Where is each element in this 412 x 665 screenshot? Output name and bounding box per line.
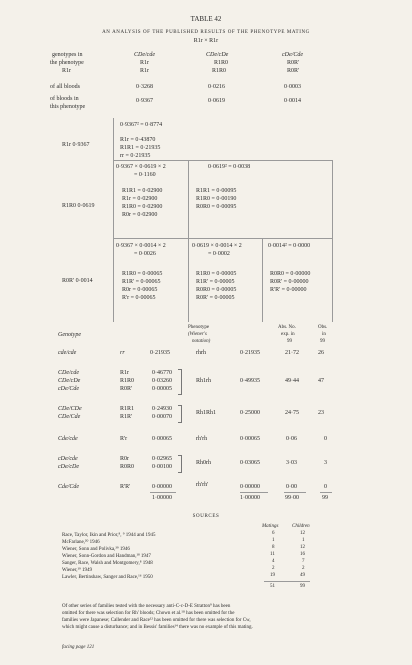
source-matings: 6 bbox=[272, 531, 275, 536]
block3-left-3: R0r = 0·00065 bbox=[122, 287, 158, 293]
source-children: 1 bbox=[302, 538, 305, 543]
block2-right-2: R1R0 = 0·00190 bbox=[196, 196, 237, 202]
grid-vline-2 bbox=[188, 160, 189, 322]
observed-cell: 47 bbox=[318, 378, 324, 384]
source-matings: 1 bbox=[272, 538, 275, 543]
freq-pheno-col3: 0·0014 bbox=[284, 98, 301, 104]
col1-symbol: R1r bbox=[140, 60, 149, 66]
sources-total-rule bbox=[264, 581, 310, 582]
table-title: AN ANALYSIS OF THE PUBLISHED RESULTS OF THE PHENOTYPE MATING bbox=[102, 30, 310, 35]
freq-pheno-col1: 0·9367 bbox=[136, 98, 153, 104]
value-cell: 0·24930 bbox=[152, 406, 172, 412]
col2-symbol: R1R0 bbox=[214, 60, 229, 66]
phenotype-cell: rh'rh bbox=[196, 436, 208, 442]
freq-row-label-pheno-1: of bloods in bbox=[50, 96, 79, 102]
observed-cell: 0 bbox=[324, 436, 327, 442]
footnote-line-4: which might cause a disturbance; and in Bessis' families¹⁴ there was no example of this mating. bbox=[62, 625, 253, 630]
value-cell: 0·00005 bbox=[152, 386, 172, 392]
children-heading: Children bbox=[292, 524, 310, 529]
block1-line-2: R1R1 = 0·21935 bbox=[120, 145, 161, 151]
genotype-heading: Genotype bbox=[58, 332, 81, 338]
value-cell: 0·46770 bbox=[152, 370, 172, 376]
total-value: 1·00000 bbox=[152, 495, 172, 501]
abs-heading-3: 99 bbox=[287, 339, 292, 344]
grid-vline-3 bbox=[262, 238, 263, 322]
footnote-line-1: Of other series of families tested with the necessary anti-C-c-D-E Stratton⁹ has been bbox=[62, 604, 231, 609]
freq-row-label-all: of all bloods bbox=[50, 84, 80, 90]
genotype-cell: Cde/Cde bbox=[58, 484, 79, 490]
expected-cell: 24·75 bbox=[285, 410, 299, 416]
phenotype-cell: rh'rh' bbox=[196, 482, 209, 488]
source-matings: 4 bbox=[272, 559, 275, 564]
block3-formula-3: 0·0619 × 0·0014 × 2 bbox=[192, 243, 242, 249]
group-brace bbox=[178, 405, 182, 423]
freq-row-label-pheno-2: this phenotype bbox=[50, 104, 86, 110]
col2-symbol-alt: R1R0 bbox=[212, 68, 227, 74]
observed-cell: 26 bbox=[318, 350, 324, 356]
footnote-line-2: omitted for there was selection for Rh' bloods; Chown et al.¹⁰ has been omitted for the bbox=[62, 611, 235, 616]
col3-symbol: R0R' bbox=[287, 60, 300, 66]
phenotype-heading-3: notation) bbox=[192, 339, 211, 344]
block3-left-4: R'r = 0·00065 bbox=[122, 295, 156, 301]
block3-row-label: R0R' 0·0014 bbox=[62, 278, 93, 284]
sum-cell: 0·00000 bbox=[240, 484, 260, 490]
block2-left-1: R1R1 = 0·02900 bbox=[122, 188, 163, 194]
sources-heading: SOURCES bbox=[192, 514, 220, 519]
sum-cell: 0·03065 bbox=[240, 460, 260, 466]
block3-formula-1: 0·9367 × 0·0014 × 2 bbox=[116, 243, 166, 249]
genotype-cell: CDe/Cde bbox=[58, 414, 81, 420]
total-sum: 1·00000 bbox=[240, 495, 260, 501]
block3-right-1: R0R0 = 0·00000 bbox=[270, 271, 311, 277]
source-matings: 11 bbox=[270, 552, 275, 557]
genotypes-label-3: R1r bbox=[62, 68, 71, 74]
freq-all-col3: 0·0003 bbox=[284, 84, 301, 90]
block2-left-4: R0r = 0·02900 bbox=[122, 212, 158, 218]
sources-total-matings: 51 bbox=[270, 584, 275, 589]
value-cell: 0·03260 bbox=[152, 378, 172, 384]
symbol-cell: R1r bbox=[120, 370, 129, 376]
genotypes-label-2: the phenotype bbox=[50, 60, 84, 66]
symbol-cell: R0r bbox=[120, 456, 129, 462]
obs-heading-3: 99 bbox=[320, 339, 325, 344]
symbol-cell: R'r bbox=[120, 436, 128, 442]
genotype-cell: CDe/cde bbox=[58, 370, 79, 376]
block3-formula-2: = 0·0026 bbox=[134, 251, 156, 257]
abs-heading-1: Abs. No. bbox=[278, 325, 296, 330]
block1-formula: 0·9367² = 0·8774 bbox=[120, 122, 163, 128]
source-citation: Wiener,¹⁹ 1949 bbox=[62, 568, 93, 573]
block3-mid-4: R0R' = 0·00005 bbox=[196, 295, 235, 301]
sum-cell: 0·49935 bbox=[240, 378, 260, 384]
source-children: 7 bbox=[302, 559, 305, 564]
observed-cell: 23 bbox=[318, 410, 324, 416]
sources-total-children: 99 bbox=[300, 584, 305, 589]
block2-right-1: R1R1 = 0·00095 bbox=[196, 188, 237, 194]
grid-hline-1 bbox=[113, 160, 333, 161]
value-cell: 0·00065 bbox=[152, 436, 172, 442]
genotype-cell: cDe/Cde bbox=[58, 386, 79, 392]
source-matings: 19 bbox=[270, 573, 275, 578]
symbol-cell: R0R' bbox=[120, 386, 133, 392]
total-expected: 99·00 bbox=[285, 495, 299, 501]
block3-mid-1: R1R0 = 0·00005 bbox=[196, 271, 237, 277]
genotype-cell: cDe/cde bbox=[58, 456, 78, 462]
expected-cell: 0·00 bbox=[286, 484, 297, 490]
genotype-cell: cDe/cDe bbox=[58, 464, 79, 470]
block3-formula-4: = 0·0002 bbox=[208, 251, 230, 257]
phenotype-cell: Rh1rh bbox=[196, 378, 211, 384]
source-citation: Sanger, Race, Walsh and Montgomery,⁸ 1948 bbox=[62, 561, 153, 566]
phenotype-heading-1: Phenotype bbox=[188, 325, 210, 330]
block3-left-2: R1R' = 0·00065 bbox=[122, 279, 161, 285]
grid-vline-1 bbox=[113, 118, 114, 322]
symbol-cell: R0R0 bbox=[120, 464, 135, 470]
total-rule-sum bbox=[240, 492, 268, 493]
obs-heading-2: in bbox=[322, 332, 326, 337]
symbol-cell: R1R0 bbox=[120, 378, 135, 384]
total-rule-observed bbox=[320, 492, 332, 493]
value-cell: 0·00100 bbox=[152, 464, 172, 470]
block1-line-3: rr = 0·21935 bbox=[120, 153, 151, 159]
genotype-cell: CDe/cDe bbox=[58, 378, 81, 384]
total-observed: 99 bbox=[322, 495, 328, 501]
phenotype-cell: Rh1Rh1 bbox=[196, 410, 217, 416]
block2-left-2: R1r = 0·02900 bbox=[122, 196, 158, 202]
mating-formula: R1r × R1r bbox=[193, 38, 219, 44]
expected-cell: 3·03 bbox=[286, 460, 297, 466]
symbol-cell: rr bbox=[120, 350, 125, 356]
source-citation: Wiener, Sonn-Gordon and Handman,¹⁸ 1947 bbox=[62, 554, 151, 559]
obs-heading-1: Obs. bbox=[318, 325, 328, 330]
source-citation: Lawler, Bertinshaw, Sanger and Race,¹⁶ 1950 bbox=[62, 575, 153, 580]
matings-heading: Matings bbox=[262, 524, 279, 529]
source-children: 12 bbox=[300, 531, 305, 536]
source-citation: McFarlane,²⁰ 1946 bbox=[62, 540, 100, 545]
col3-symbol-alt: R0R' bbox=[287, 68, 300, 74]
block3-mid-3: R0R0 = 0·00005 bbox=[196, 287, 237, 293]
group-brace bbox=[178, 369, 182, 395]
observed-cell: 0 bbox=[324, 484, 327, 490]
total-rule-value bbox=[150, 492, 176, 493]
block3-right-2: R0R' = 0·00000 bbox=[270, 279, 309, 285]
block2-left-3: R1R0 = 0·02900 bbox=[122, 204, 163, 210]
genotype-cell: cde/cde bbox=[58, 350, 77, 356]
block2-formula-1: 0·9367 × 0·0619 × 2 bbox=[116, 164, 166, 170]
value-cell: 0·21935 bbox=[150, 350, 170, 356]
symbol-cell: R'R' bbox=[120, 484, 131, 490]
block2-right-3: R0R0 = 0·00095 bbox=[196, 204, 237, 210]
freq-pheno-col2: 0·0619 bbox=[208, 98, 225, 104]
abs-heading-2: exp. in bbox=[281, 332, 295, 337]
block1-line-1: R1r = 0·43870 bbox=[120, 137, 156, 143]
block2-formula-3: 0·0619² = 0·0038 bbox=[208, 164, 251, 170]
block2-formula-2: = 0·1160 bbox=[134, 172, 156, 178]
source-citation: Race, Taylor, Ikin and Prior,⁸, ⁹ 1944 and 1945 bbox=[62, 533, 156, 538]
block3-left-1: R1R0 = 0·00065 bbox=[122, 271, 163, 277]
source-children: 2 bbox=[302, 566, 305, 571]
sum-cell: 0·00065 bbox=[240, 436, 260, 442]
col2-genotype: CDe/cDe bbox=[206, 52, 229, 58]
block3-right-3: R'R' = 0·00000 bbox=[270, 287, 307, 293]
block2-row-label: R1R0 0·0619 bbox=[62, 203, 95, 209]
genotypes-label-1: genotypes in bbox=[52, 52, 83, 58]
source-children: 12 bbox=[300, 545, 305, 550]
expected-cell: 21·72 bbox=[285, 350, 299, 356]
freq-all-col2: 0·0216 bbox=[208, 84, 225, 90]
table-number: TABLE 42 bbox=[190, 15, 222, 23]
source-children: 49 bbox=[300, 573, 305, 578]
source-matings: 8 bbox=[272, 545, 275, 550]
observed-cell: 3 bbox=[324, 460, 327, 466]
phenotype-heading-2: (Wiener's bbox=[188, 332, 207, 337]
block3-formula-5: 0·0014² = 0·0000 bbox=[268, 243, 311, 249]
freq-all-col1: 0·3268 bbox=[136, 84, 153, 90]
col1-genotype: CDe/cde bbox=[134, 52, 155, 58]
genotype-cell: CDe/CDe bbox=[58, 406, 82, 412]
expected-cell: 49·44 bbox=[285, 378, 299, 384]
sum-cell: 0·21935 bbox=[240, 350, 260, 356]
block3-mid-2: R1R' = 0·00005 bbox=[196, 279, 235, 285]
expected-cell: 0·06 bbox=[286, 436, 297, 442]
block1-row-label: R1r 0·9367 bbox=[62, 142, 90, 148]
group-brace bbox=[178, 455, 182, 473]
source-matings: 2 bbox=[272, 566, 275, 571]
phenotype-cell: Rh0rh bbox=[196, 460, 211, 466]
facing-page-note: facing page 121 bbox=[62, 645, 95, 650]
symbol-cell: R1R1 bbox=[120, 406, 135, 412]
sum-cell: 0·25000 bbox=[240, 410, 260, 416]
value-cell: 0·00000 bbox=[152, 484, 172, 490]
genotype-cell: Cde/cde bbox=[58, 436, 78, 442]
grid-vline-right bbox=[332, 160, 333, 322]
col1-symbol-alt: R1r bbox=[140, 68, 149, 74]
value-cell: 0·00070 bbox=[152, 414, 172, 420]
source-citation: Wiener, Sonn and Polivka,³⁹ 1946 bbox=[62, 547, 130, 552]
total-rule-expected bbox=[284, 492, 306, 493]
footnote-line-3: families were Japanese; Callender and Race¹² has been omitted for there was selection for Cw, bbox=[62, 618, 251, 623]
value-cell: 0·02965 bbox=[152, 456, 172, 462]
source-children: 16 bbox=[300, 552, 305, 557]
phenotype-cell: rhrh bbox=[196, 350, 206, 356]
symbol-cell: R1R' bbox=[120, 414, 133, 420]
col3-genotype: cDe/Cde bbox=[282, 52, 303, 58]
grid-hline-2 bbox=[113, 238, 333, 239]
